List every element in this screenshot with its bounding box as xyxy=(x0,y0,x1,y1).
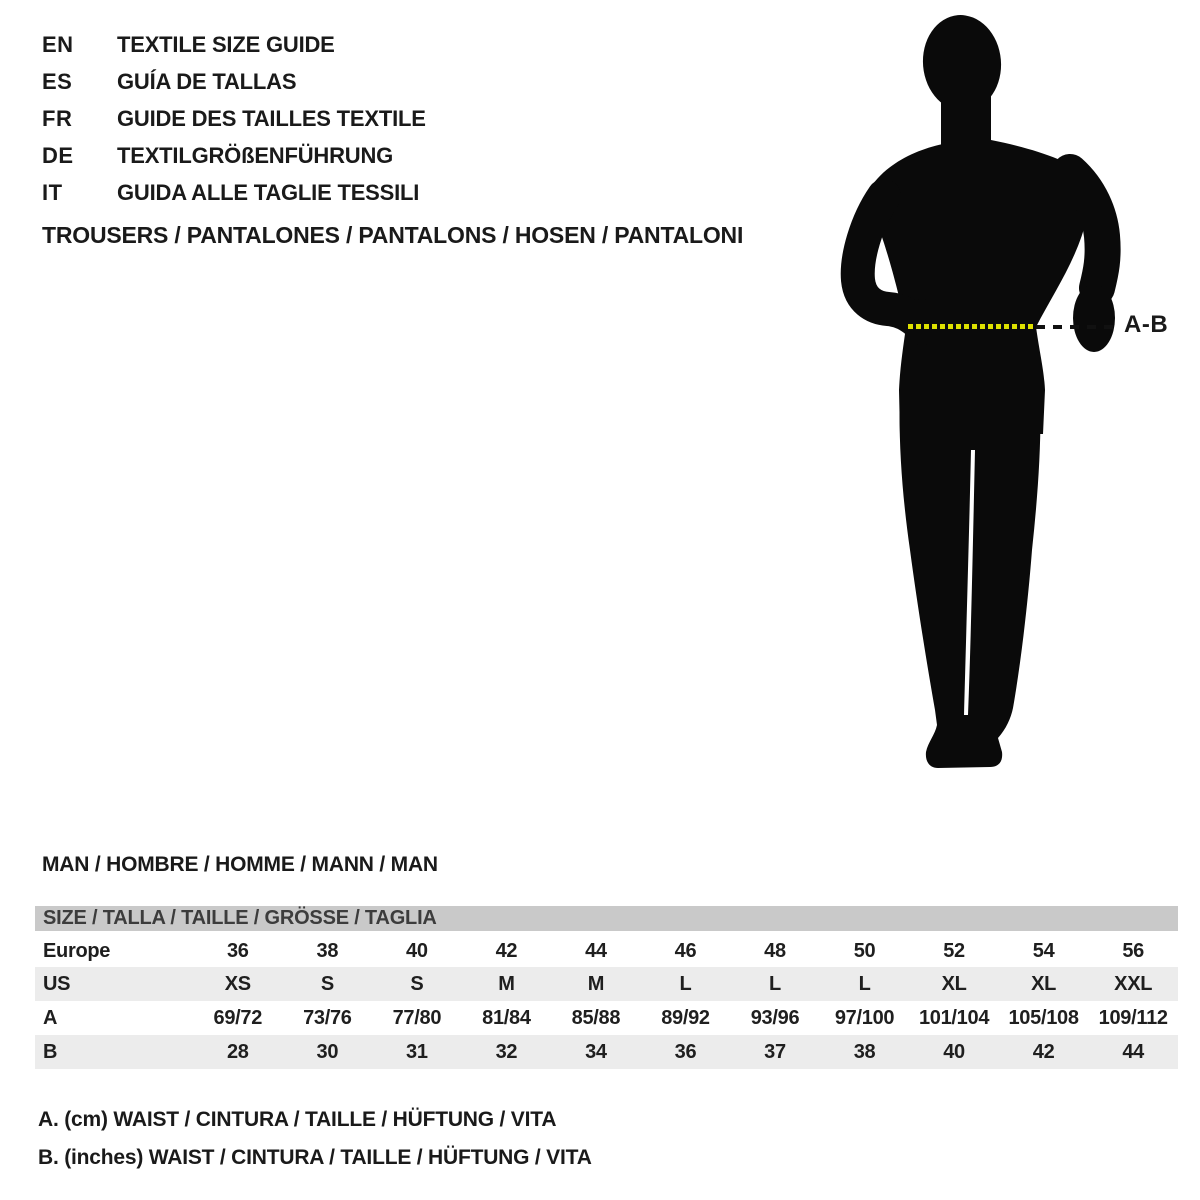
size-cell: 97/100 xyxy=(834,1006,895,1029)
footnote-b-inches: B. (inches) WAIST / CINTURA / TAILLE / HÜFTUNG / VITA xyxy=(38,1146,592,1169)
language-title: GUIDE DES TAILLES TEXTILE xyxy=(117,105,426,131)
row-label: B xyxy=(43,1040,58,1063)
language-title: GUÍA DE TALLAS xyxy=(117,68,297,94)
language-code: FR xyxy=(42,105,73,131)
size-cell: 40 xyxy=(406,939,428,962)
size-cell: 44 xyxy=(1122,1040,1144,1063)
size-cell: 40 xyxy=(943,1040,965,1063)
size-cell: 42 xyxy=(1032,1040,1055,1063)
language-row-en xyxy=(42,26,426,63)
language-title: GUIDA ALLE TAGLIE TESSILI xyxy=(117,179,420,205)
size-row-a-cm xyxy=(35,1001,1178,1035)
language-code: IT xyxy=(42,179,63,205)
language-title: TEXTILGRÖßENFÜHRUNG xyxy=(117,142,394,168)
language-row-fr xyxy=(42,100,426,137)
size-cell: 85/88 xyxy=(571,1006,621,1029)
language-title: TEXTILE SIZE GUIDE xyxy=(117,31,335,57)
language-row-es xyxy=(42,63,426,100)
size-cell: 46 xyxy=(674,939,697,962)
size-table-header: SIZE / TALLA / TAILLE / GRÖSSE / TAGLIA xyxy=(35,906,1178,933)
size-cell: 109/112 xyxy=(1098,1006,1168,1029)
language-code: DE xyxy=(42,142,74,168)
size-cell: 31 xyxy=(406,1040,428,1063)
size-cell: XXL xyxy=(1114,972,1153,995)
size-cell: 52 xyxy=(943,939,965,962)
size-cell: 105/108 xyxy=(1008,1006,1079,1029)
size-cell: 44 xyxy=(585,939,607,962)
footnote-a-cm: A. (cm) WAIST / CINTURA / TAILLE / HÜFTUNG / VITA xyxy=(38,1108,557,1131)
size-cell: 38 xyxy=(316,939,339,962)
size-cell: L xyxy=(679,972,692,995)
size-table-header-row xyxy=(35,906,1178,933)
language-code: ES xyxy=(42,68,73,94)
size-cell: 77/80 xyxy=(392,1006,442,1029)
size-cell: 36 xyxy=(674,1040,697,1063)
language-row-it xyxy=(42,174,426,211)
waist-dotted-line xyxy=(908,324,1034,329)
language-title-list xyxy=(42,26,426,211)
size-cell: 30 xyxy=(316,1040,339,1063)
language-row-de xyxy=(42,137,426,174)
size-cell: 37 xyxy=(764,1040,786,1063)
size-cell: 101/104 xyxy=(918,1006,990,1029)
size-cell: 32 xyxy=(495,1040,518,1063)
garment-heading: TROUSERS / PANTALONES / PANTALONS / HOSEN / PANTALONI xyxy=(42,222,744,248)
size-table xyxy=(35,906,1178,1069)
section-heading-man: MAN / HOMBRE / HOMME / MANN / MAN xyxy=(42,853,438,876)
size-row-europe xyxy=(35,933,1178,967)
size-cell: 50 xyxy=(853,939,876,962)
size-cell: L xyxy=(769,972,781,995)
row-label: A xyxy=(43,1006,58,1029)
waist-dashed-line xyxy=(1036,325,1120,329)
size-cell: 48 xyxy=(764,939,786,962)
size-cell: 93/96 xyxy=(750,1006,800,1029)
size-cell: 81/84 xyxy=(482,1006,531,1029)
size-cell: S xyxy=(410,972,424,995)
size-row-us xyxy=(35,967,1178,1001)
language-code: EN xyxy=(42,31,74,57)
size-cell: 69/72 xyxy=(213,1006,263,1029)
size-cell: 73/76 xyxy=(303,1006,352,1029)
man-silhouette-figure xyxy=(840,10,1140,790)
size-cell: 89/92 xyxy=(661,1006,710,1029)
size-cell: 42 xyxy=(495,939,518,962)
size-cell: S xyxy=(320,972,334,995)
row-label: US xyxy=(43,972,71,995)
waist-measure-label: A-B xyxy=(1124,311,1169,338)
size-cell: 54 xyxy=(1032,939,1055,962)
size-cell: L xyxy=(858,972,871,995)
size-row-b-inches xyxy=(35,1035,1178,1069)
size-cell: M xyxy=(587,972,605,995)
row-label: Europe xyxy=(43,939,111,962)
size-cell: 34 xyxy=(585,1040,607,1063)
size-cell: XS xyxy=(224,972,251,995)
size-cell: M xyxy=(498,972,515,995)
size-cell: 38 xyxy=(853,1040,876,1063)
size-cell: 36 xyxy=(226,939,249,962)
size-cell: XL xyxy=(941,972,967,995)
man-silhouette-icon xyxy=(840,10,1140,790)
size-cell: 28 xyxy=(226,1040,249,1063)
size-cell: 56 xyxy=(1122,939,1144,962)
size-cell: XL xyxy=(1031,972,1057,995)
